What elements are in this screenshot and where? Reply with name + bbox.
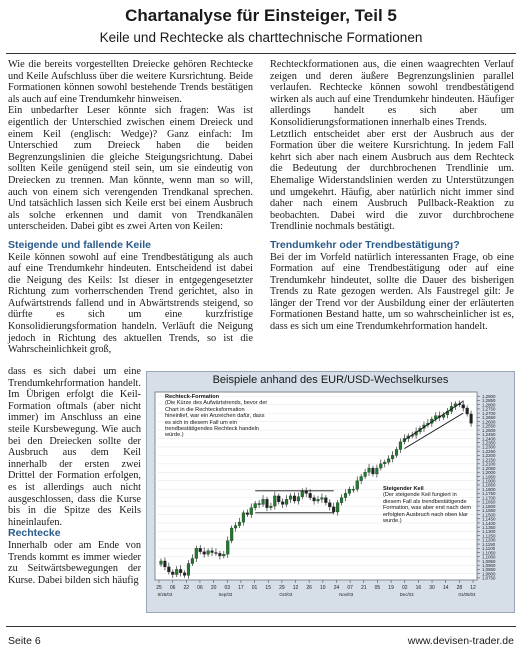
wedge-annotation xyxy=(383,486,475,546)
y-tick-label: 1,1650 xyxy=(482,499,496,505)
y-tick-label: 1,1400 xyxy=(482,520,496,526)
right-column xyxy=(270,59,514,333)
x-tick-label: 29 xyxy=(279,585,285,591)
candle-body xyxy=(234,526,237,529)
y-tick-label: 1,1000 xyxy=(482,554,496,560)
y-tick-label: 1,0900 xyxy=(482,563,496,569)
candle-body xyxy=(352,489,355,490)
y-tick-label: 1,1500 xyxy=(482,512,496,518)
candle-body xyxy=(462,405,465,408)
y-tick-label: 1,1800 xyxy=(482,486,496,492)
y-tick-label: 1,2400 xyxy=(482,436,496,442)
footer-website: www.devisen-trader.de xyxy=(407,635,514,647)
candle-body xyxy=(379,464,382,468)
candle-body xyxy=(356,481,359,489)
page-subtitle: Keile und Rechtecke als charttechnische Formationen xyxy=(99,30,423,45)
y-tick-label: 1,2700 xyxy=(482,410,496,416)
x-tick-label: 17 xyxy=(238,585,244,591)
candle-body xyxy=(215,553,218,554)
candle-body xyxy=(317,499,320,501)
candle-body xyxy=(383,462,386,464)
y-tick-label: 1,2150 xyxy=(482,457,496,463)
x-tick-label: 20 xyxy=(210,585,217,591)
y-tick-label: 1,1850 xyxy=(482,482,496,488)
x-tick-label: 24 xyxy=(333,585,340,591)
x-month-label: Sep/03 xyxy=(218,592,233,597)
x-tick-label: 15 xyxy=(265,585,271,591)
candle-body xyxy=(242,513,245,522)
candle-body xyxy=(360,476,363,480)
heading-rechtecke: Rechtecke xyxy=(8,527,61,540)
candle-body xyxy=(167,567,170,572)
page-number: Seite 6 xyxy=(8,635,41,647)
wedge-annotation-text: Steigender Keil (Der steigende Keil fungiert in diesem Fall als trendbestätigende Formation, was aber erst nach dem erfolgten Ausbruch nach oben klar wurde.) xyxy=(383,486,471,525)
intro-paragraph: Wie die bereits vorgestellten Dreiecke gehören Rechtecke und Keile Aufschluss über die weitere Kursrichtung. Beide Formationen können sowohl bestehende Trends bestätigen als auch auf eine Trendumkehr hinweisen. xyxy=(8,59,253,105)
x-tick-label: 16 xyxy=(415,585,422,591)
y-tick-label: 1,2650 xyxy=(482,415,496,421)
candle-body xyxy=(321,498,324,500)
candle-body xyxy=(285,499,288,504)
y-tick-label: 1,1050 xyxy=(482,550,496,556)
candle-body xyxy=(293,496,296,501)
candle-body xyxy=(207,551,210,554)
x-tick-label: 28 xyxy=(456,585,463,591)
x-tick-label: 14 xyxy=(442,585,449,591)
candle-body xyxy=(203,552,206,555)
candle-body xyxy=(250,508,253,515)
rechtecke-paragraph: Innerhalb oder am Ende von Trends kommt es immer wieder zu Seitwärtsbewegungen der Kurse. Dabei bilden sich häufig xyxy=(8,539,141,586)
y-tick-label: 1,2250 xyxy=(482,448,496,454)
candle-body xyxy=(199,548,202,551)
x-tick-label: 19 xyxy=(388,585,394,591)
candle-body xyxy=(348,489,351,493)
candle-body xyxy=(262,499,265,504)
candle-body xyxy=(336,503,339,512)
candle-body xyxy=(238,522,241,525)
y-tick-label: 1,2750 xyxy=(482,406,496,412)
y-tick-label: 1,1900 xyxy=(482,478,496,484)
candle-body xyxy=(368,468,371,472)
y-tick-label: 1,0950 xyxy=(482,558,496,564)
y-tick-label: 1,1550 xyxy=(482,508,496,514)
y-tick-label: 1,1200 xyxy=(482,537,496,543)
candle-body xyxy=(372,468,375,474)
candle-body xyxy=(195,548,198,558)
candle-body xyxy=(387,459,390,462)
x-tick-label: 03 xyxy=(224,585,231,591)
y-tick-label: 1,1750 xyxy=(482,491,496,497)
candle-body xyxy=(273,496,276,506)
candle-body xyxy=(313,498,316,501)
candle-body xyxy=(179,569,182,572)
candle-body xyxy=(309,493,312,497)
left-column xyxy=(8,59,253,356)
y-tick-label: 1,2200 xyxy=(482,453,496,459)
x-tick-label: 30 xyxy=(429,585,435,591)
rectangle-annotation-text: Rechteck-Formation (Die Kürze des Aufwärtstrends, bevor der Chart in die Rechtecksformation hineinlief, war ein Anzeichen dafür, dass es sich in diesem Fall um ein trendbestätigendes Rechteck handeln würde.) xyxy=(165,394,268,439)
candle-body xyxy=(364,472,367,476)
heading-trendumkehr: Trendumkehr oder Trendbestätigung? xyxy=(270,238,460,251)
y-tick-label: 1,1100 xyxy=(482,546,496,552)
footer-divider xyxy=(6,626,516,627)
trendumkehr-paragraph: Bei der im Vorfeld natürlich interessanten Frage, ob eine Formation auf eine Trendbestätigung oder auf eine Trendumkehr hindeutet, sollte die Dauer des bisherigen Trends zu Rate gezogen werden. Als Faustregel gilt: Je länger der Trend vor der Ausbildung einer der erläuterten Formationen Bestand hatte, um so wahrscheinlicher ist es, dass es sich um eine Trendumkehrformation handelt. xyxy=(270,251,514,333)
y-tick-label: 1,0850 xyxy=(482,567,496,573)
candle-body xyxy=(160,561,163,564)
candle-body xyxy=(470,414,473,423)
candle-body xyxy=(266,499,269,507)
rectangle-annotation xyxy=(165,394,269,468)
candle-body xyxy=(230,528,233,541)
x-tick-label: 10 xyxy=(320,585,326,591)
candle-body xyxy=(395,449,398,455)
candle-body xyxy=(340,498,343,503)
keile-continued-paragraph: dass es sich dabei um eine Trendumkehrformation handelt. Im Übrigen erfolgt die Keil-Formation oftmals (aber nicht immer) im Anschluss an eine steile Kursbewegung. Wie auch bei den Dreiecken sollte der Ausbruch aus dem Keil innerhalb der ersten zwei Drittel der Formation erfolgen, es ist allerdings auch nicht ausgeschlossen, dass die Kurse bis in die Spitze des Keils hineinlaufen. xyxy=(8,366,141,528)
candle-body xyxy=(344,493,347,497)
x-tick-label: 01 xyxy=(251,585,258,591)
candle-body xyxy=(258,504,261,505)
candle-body xyxy=(375,468,378,474)
candle-body xyxy=(391,455,394,458)
y-tick-label: 1,2450 xyxy=(482,432,496,438)
candle-body xyxy=(218,553,221,556)
y-tick-label: 1,1950 xyxy=(482,474,496,480)
rechteck-paragraph: Rechteckformationen aus, die einen waagrechten Verlauf zeigen und deren äußere Begrenzungslinien parallel verlaufen. Rechtecke können sowohl trendbestätigend wirken als auch auf eine Trendumkehr hindeuten. Häufiger allerdings handelt es sich aber um Konsolidierungsformationen innerhalb eines Trends. xyxy=(270,59,514,128)
header-divider xyxy=(6,53,516,54)
x-tick-label: 02 xyxy=(401,585,408,591)
x-tick-label: 07 xyxy=(347,585,353,591)
x-month-label: 8/25/03 xyxy=(157,592,173,597)
candle-body xyxy=(187,564,190,576)
candlestick-chart xyxy=(151,390,510,608)
x-tick-label: 12 xyxy=(292,585,299,591)
x-tick-label: 26 xyxy=(306,585,312,591)
candle-body xyxy=(211,551,214,553)
candle-body xyxy=(222,554,225,556)
candle-body xyxy=(466,408,469,414)
y-tick-label: 1,2350 xyxy=(482,440,496,446)
candle-body xyxy=(399,442,402,450)
candle-body xyxy=(328,503,331,507)
y-tick-label: 1,1300 xyxy=(482,529,496,535)
candle-body xyxy=(297,497,300,501)
y-tick-label: 1,2550 xyxy=(482,423,496,429)
heading-keile: Steigende und fallende Keile xyxy=(8,238,151,251)
y-tick-label: 1,1150 xyxy=(482,541,496,547)
y-tick-label: 1,1600 xyxy=(482,503,496,509)
candle-body xyxy=(301,491,304,497)
x-tick-label: 12 xyxy=(470,585,476,591)
chart-title: Beispiele anhand des EUR/USD-Wechselkurses xyxy=(212,374,449,386)
x-tick-label: 06 xyxy=(169,585,176,591)
y-tick-label: 1,1700 xyxy=(482,495,496,501)
left-column-lower xyxy=(8,366,141,586)
y-tick-label: 1,2000 xyxy=(482,470,496,476)
x-month-label: Nov/03 xyxy=(339,592,354,597)
candle-body xyxy=(164,561,167,567)
candle-body xyxy=(171,572,174,575)
candle-body xyxy=(270,506,273,508)
candle-body xyxy=(281,502,284,505)
candle-body xyxy=(246,513,249,515)
y-tick-label: 1,1450 xyxy=(482,516,496,522)
candle-body xyxy=(191,558,194,563)
y-tick-label: 1,0750 xyxy=(482,575,496,581)
candle-body xyxy=(277,496,280,502)
y-tick-label: 1,2300 xyxy=(482,444,496,450)
x-month-label: Oct/03 xyxy=(279,592,293,597)
y-tick-label: 1,2500 xyxy=(482,427,496,433)
candle-body xyxy=(289,496,292,499)
x-month-label: Dec/03 xyxy=(399,592,414,597)
page-title: Chartanalyse für Einsteiger, Teil 5 xyxy=(125,6,397,25)
y-tick-label: 1,2100 xyxy=(482,461,496,467)
candle-body xyxy=(254,504,257,508)
x-tick-label: 25 xyxy=(156,585,162,591)
candle-body xyxy=(175,569,178,574)
chart-figure xyxy=(146,371,515,613)
x-tick-label: 06 xyxy=(197,585,203,591)
y-tick-label: 1,1250 xyxy=(482,533,496,539)
y-tick-label: 1,2900 xyxy=(482,394,496,400)
y-tick-label: 1,2850 xyxy=(482,398,496,404)
candle-body xyxy=(332,507,335,512)
y-tick-label: 1,2050 xyxy=(482,465,496,471)
x-tick-label: 22 xyxy=(183,585,190,591)
keile-paragraph: Keile können sowohl auf eine Trendbestätigung als auch auf eine Trendumkehr hindeuten. Entscheidend ist dabei die Neigung des Keils: Ist dieser in entgegengesetzter Richtung zum vorherrschenden Trend gerichtet, also in Aufwärtstrends fallend und in Abwärtstrends steigend, so dürfte es sich um eine kurzfristige Konsolidierungsformation handeln. Verläuft die Neigung jedoch in Richtung des aktuellen Trends, so ist die Wahrscheinlichkeit groß, xyxy=(8,251,253,356)
y-tick-label: 1,1350 xyxy=(482,524,496,530)
candle-body xyxy=(226,541,229,555)
x-tick-label: 05 xyxy=(374,585,381,591)
x-month-label: 01/05/04 xyxy=(458,592,476,597)
candle-body xyxy=(324,498,327,503)
question-paragraph: Ein unbedarfter Leser könnte sich fragen: Was ist eigentlich der Unterschied zwischen einem Dreieck und einem Keil (englisch: Wedge)? Ganz einfach: Im Unterschied zum Dreieck haben die beiden Begrenzungslinien die gleiche Steigungsrichtung. Dabei sollten Keile genügend steil sein, um sie eindeutig von Dreiecken zu trennen. Man könnte, wenn man so will, auch von einem sich verengenden Trendkanal sprechen. Und tatsächlich lassen sich Keile erst bei einem Ausbruch als solche erkennen und damit von Trendkanälen unterscheiden. Dabei gibt es zwei Arten von Keilen: xyxy=(8,105,253,233)
x-tick-label: 21 xyxy=(361,585,367,591)
candle-body xyxy=(183,573,186,576)
y-tick-label: 1,0800 xyxy=(482,571,496,577)
ausbruch-paragraph: Letztlich entscheidet aber erst der Ausbruch aus der Formation über die weitere Kursrichtung. In jedem Fall kehrt sich aber nach einem Ausbruch aus dem Rechteck die Bedeutung der durchbrochenen Trendlinie um. Ehemalige Widerstandslinien werden zu Unterstützungen und umgekehrt. Häufig, aber natürlich nicht immer sind daher nach einem Ausbruch Pullback-Reaktion zu beobachten. Dabei wird die zuvor durchbrochene Trendlinie nochmals bestätigt. xyxy=(270,128,514,233)
y-tick-label: 1,2800 xyxy=(482,402,496,408)
y-tick-label: 1,2600 xyxy=(482,419,496,425)
